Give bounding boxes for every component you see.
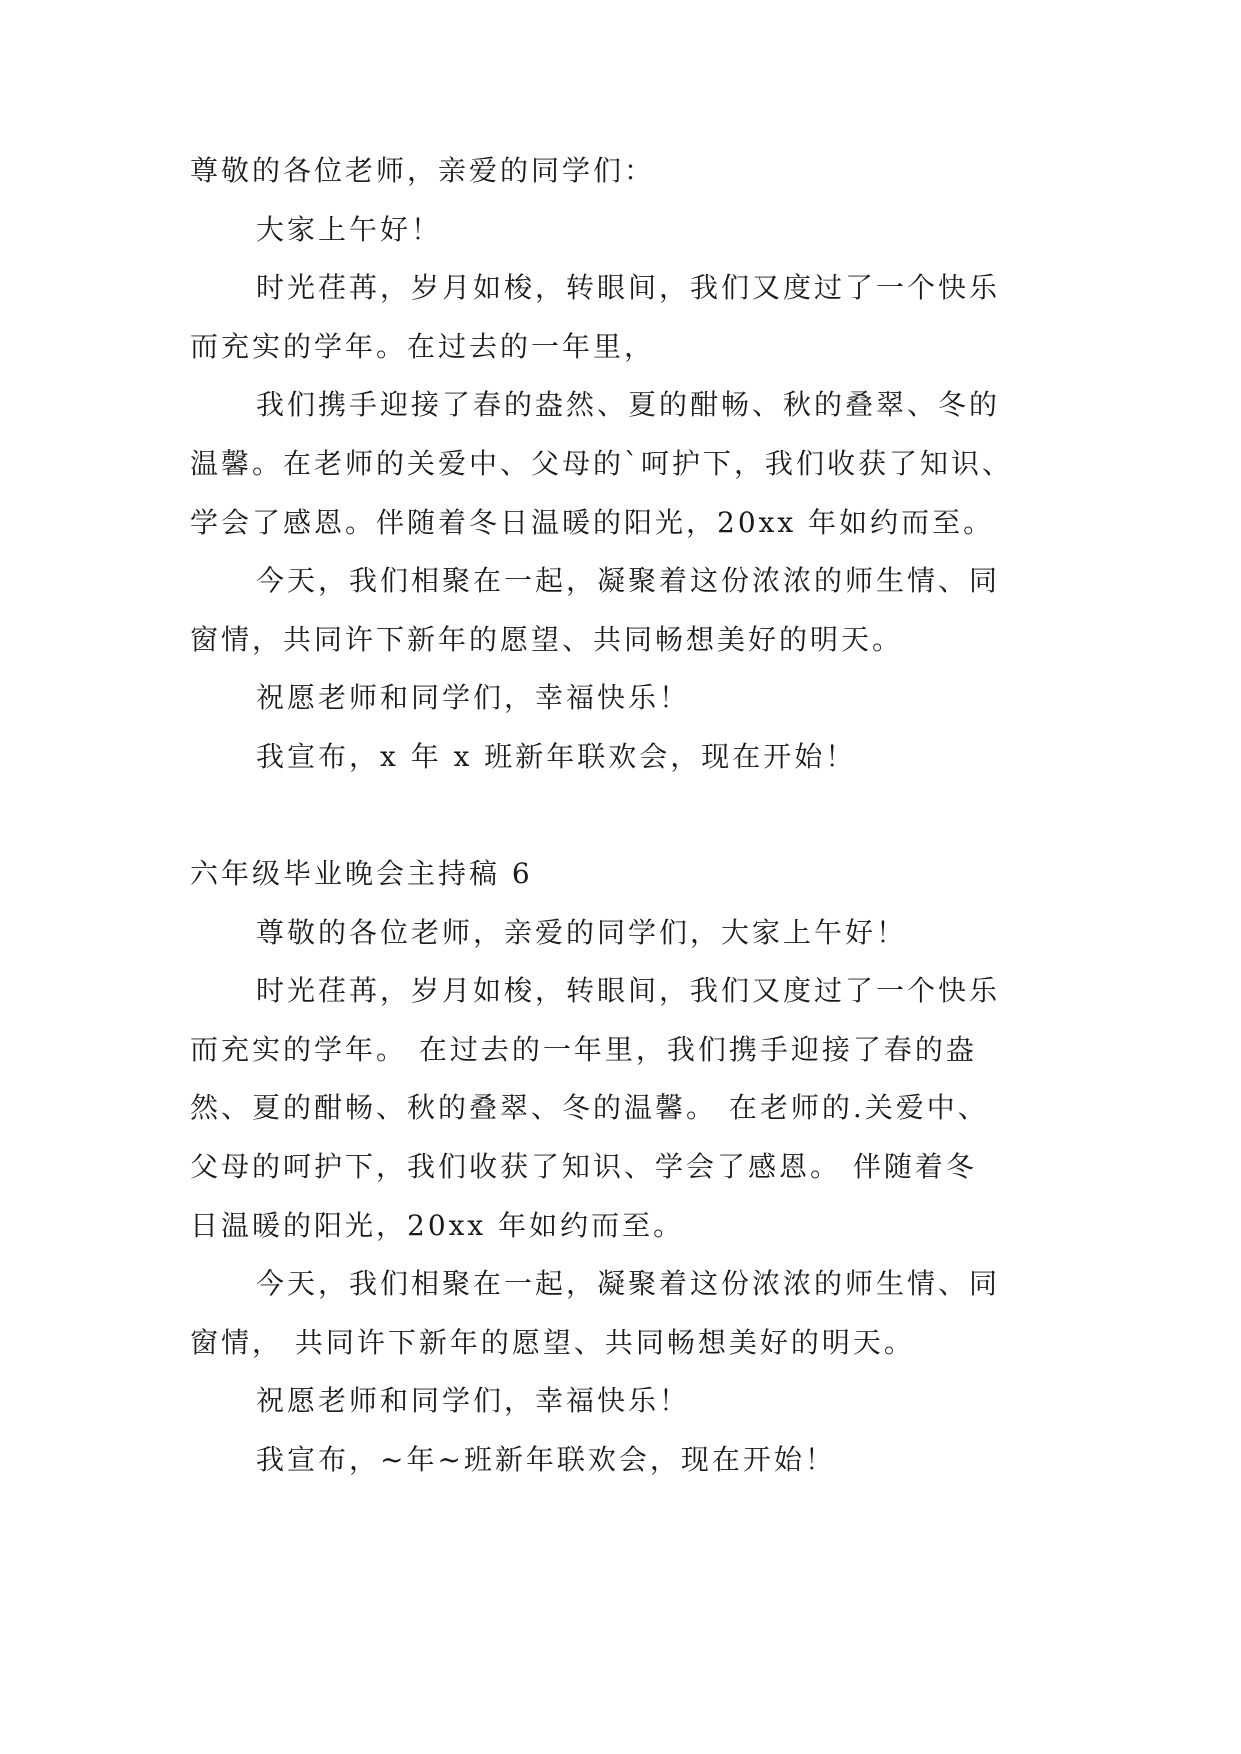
- paragraph-line: 温馨。在老师的关爱中、父母的`呵护下，我们收获了知识、: [190, 447, 1014, 480]
- paragraph-line: 而充实的学年。在过去的一年里，: [190, 330, 656, 363]
- paragraph-line: 大家上午好！: [256, 213, 443, 246]
- section-title: 六年级毕业晚会主持稿 6: [190, 857, 533, 890]
- paragraph-line: 尊敬的各位老师，亲爱的同学们，大家上午好！: [256, 916, 908, 949]
- paragraph-line: 我们携手迎接了春的盎然、夏的酣畅、秋的叠翠、冬的: [256, 388, 1001, 421]
- paragraph-line: 窗情，共同许下新年的愿望、共同畅想美好的明天。: [190, 623, 904, 656]
- greeting-line: 尊敬的各位老师，亲爱的同学们：: [190, 154, 656, 187]
- paragraph-line: 今天，我们相聚在一起，凝聚着这份浓浓的师生情、同: [256, 1267, 1001, 1300]
- paragraph-line: 学会了感恩。伴随着冬日温暖的阳光，20xx 年如约而至。: [190, 506, 995, 539]
- paragraph-line: 父母的呵护下，我们收获了知识、学会了感恩。 伴随着冬: [190, 1150, 977, 1183]
- paragraph-line: 我宣布，x 年 x 班新年联欢会，现在开始！: [256, 740, 857, 773]
- paragraph-line: 今天，我们相聚在一起，凝聚着这份浓浓的师生情、同: [256, 564, 1001, 597]
- paragraph-line: 然、夏的酣畅、秋的叠翠、冬的温馨。 在老师的.关爱中、: [190, 1091, 989, 1124]
- paragraph-line: 而充实的学年。 在过去的一年里，我们携手迎接了春的盎: [190, 1033, 977, 1066]
- paragraph-line: 时光荏苒，岁月如梭，转眼间，我们又度过了一个快乐: [256, 974, 1001, 1007]
- paragraph-line: 祝愿老师和同学们，幸福快乐！: [256, 1384, 691, 1417]
- paragraph-line: 日温暖的阳光，20xx 年如约而至。: [190, 1209, 685, 1242]
- paragraph-line: 祝愿老师和同学们，幸福快乐！: [256, 681, 691, 714]
- paragraph-line: 窗情， 共同许下新年的愿望、共同畅想美好的明天。: [190, 1326, 915, 1359]
- paragraph-line: 时光荏苒，岁月如梭，转眼间，我们又度过了一个快乐: [256, 271, 1001, 304]
- paragraph-line: 我宣布，~年~班新年联欢会，现在开始！: [256, 1443, 836, 1476]
